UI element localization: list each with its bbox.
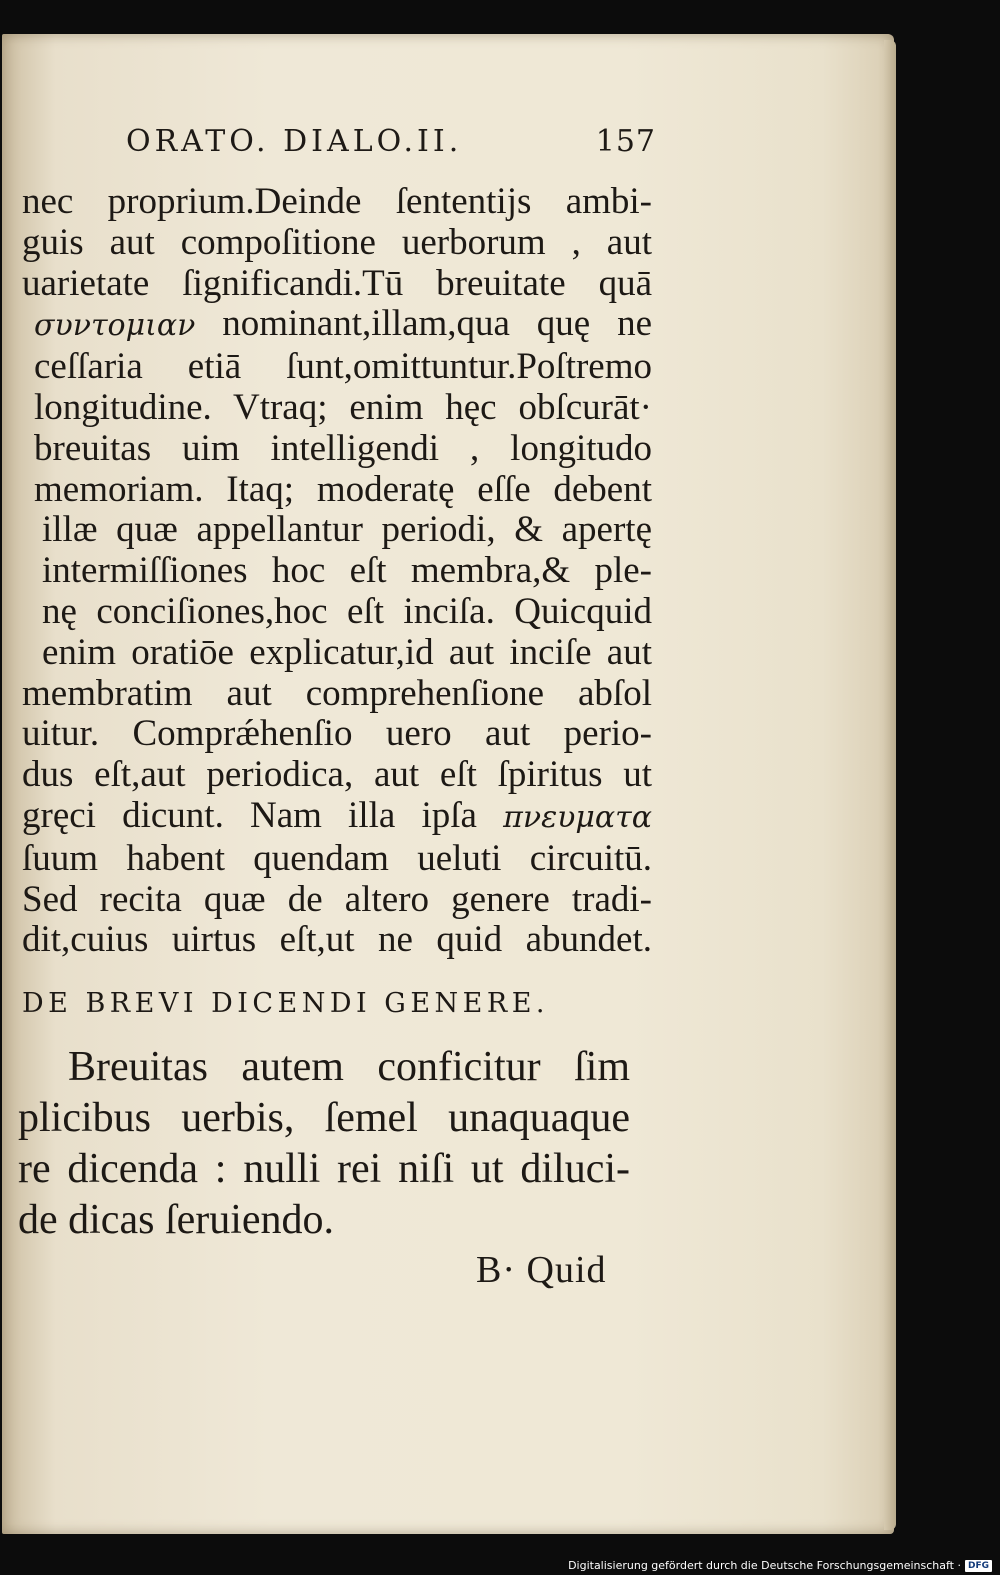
page-header	[126, 118, 656, 166]
text-line: re dicenda : nulli rei niſi ut diluci-	[18, 1146, 630, 1192]
text-line: uarietate ſignificandi.Tū breuitate quā	[22, 262, 652, 304]
section-heading: DE BREVI DICENDI GENERE.	[22, 988, 550, 1019]
text-line: ſuum habent quendam ueluti circuitū.	[22, 837, 652, 879]
text-line: nę conciſiones,hoc eſt inciſa. Quicquid	[42, 590, 652, 632]
text-line: breuitas uim intelligendi , longitudo	[34, 427, 652, 469]
text-line: dit,cuius uirtus eſt,ut ne quid abundet.	[22, 919, 652, 961]
text-line: uitur. Comprǽhenſio uero aut perio-	[22, 713, 652, 755]
text-line	[22, 304, 652, 347]
text-fragment: gręci dicunt. Nam illa ipſa	[22, 794, 477, 836]
text-line: guis aut compoſitione uerborum , aut	[22, 221, 652, 263]
credit-text: Digitalisierung gefördert durch die Deutsche Forschungsgemeinschaft ·	[568, 1559, 961, 1572]
dfg-logo: DFG	[965, 1560, 992, 1572]
text-line: dus eſt,aut periodica, aut eſt ſpiritus ut	[22, 754, 652, 796]
digitization-credit	[568, 1559, 992, 1572]
text-line: memoriam. Itaq; moderatę eſſe debent	[34, 468, 652, 510]
text-line: enim oratiōe explicatur,id aut inciſe aut	[42, 631, 652, 673]
text-line	[22, 796, 652, 839]
greek-word: πνευματα	[503, 799, 653, 835]
text-line: nec proprium.Deinde ſententijs ambi-	[22, 181, 652, 222]
text-line: de dicas ſeruiendo.	[18, 1197, 335, 1243]
text-line: illæ quæ appellantur periodi, & apertę	[42, 509, 652, 551]
body-text	[22, 182, 652, 961]
catchword: B· Quid	[476, 1249, 607, 1291]
text-line: Sed recita quæ de altero genere tradi-	[22, 878, 652, 920]
text-line: longitudine. Vtraq; enim hęc obſcurāt·	[34, 386, 652, 428]
page-number: 157	[595, 124, 656, 159]
text-line: membratim aut comprehenſione abſol	[22, 672, 652, 714]
text-line: ceſſaria etiā ſunt,omittuntur.Poſtremo	[34, 346, 652, 388]
page-edge	[884, 40, 896, 1530]
text-line: plicibus uerbis, ſemel unaquaque	[18, 1095, 630, 1141]
running-title: ORATO. DIALO.II.	[126, 124, 463, 159]
greek-word: συντομιαν	[34, 308, 196, 344]
text-line: Breuitas autem conficitur ſim	[68, 1044, 630, 1090]
text-fragment: nominant,illam,qua quę ne	[222, 303, 653, 345]
text-line: intermiſſiones hoc eſt membra,& ple-	[42, 550, 652, 592]
quoted-passage	[18, 1042, 630, 1246]
